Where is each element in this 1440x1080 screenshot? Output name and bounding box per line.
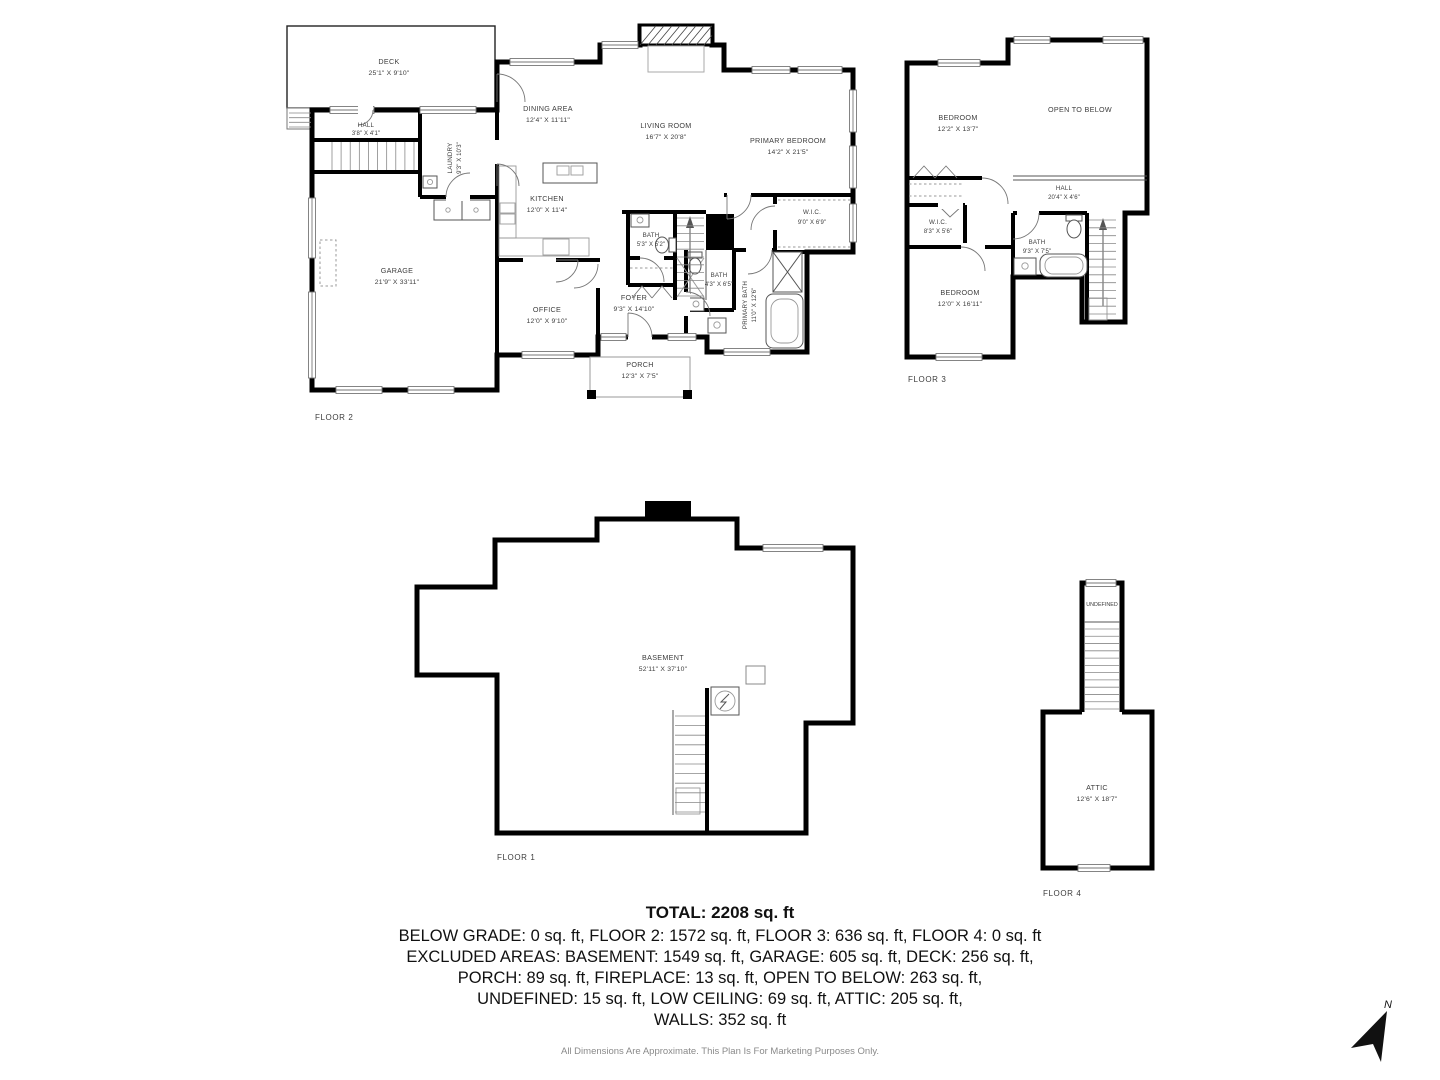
living-dims: 16'7" X 20'8" [645,134,687,141]
summary-line: PORCH: 89 sq. ft, FIREPLACE: 13 sq. ft, OPEN TO BELOW: 263 sq. ft, [457,969,983,987]
dining-dims: 12'4" X 11'11" [526,117,570,124]
bath-b-label: BATH [710,272,728,279]
floor2-label: FLOOR 2 [315,413,354,422]
summary-line: UNDEFINED: 15 sq. ft, LOW CEILING: 69 sq. ft, ATTIC: 205 sq. ft, [477,990,963,1008]
bath-a-dims: 5'3" X 5'2" [636,242,666,248]
bath3-dims: 9'3" X 7'5" [1022,249,1052,255]
hall-label: HALL [357,122,375,129]
summary-line: WALLS: 352 sq. ft [653,1011,787,1029]
hall3-label: HALL [1055,185,1073,192]
deck-label: DECK [378,57,400,66]
north-arrow-icon [1351,999,1392,1062]
summary-line: EXCLUDED AREAS: BASEMENT: 1549 sq. ft, GARAGE: 605 sq. ft, DECK: 256 sq. ft, [406,948,1034,966]
bath3-fixtures [1014,215,1087,277]
foyer-label: FOYER [620,293,648,302]
attic-label: ATTIC [1086,783,1108,792]
electrical-panel-icon [711,666,765,715]
stair-landing [676,788,700,814]
basement-dims: 52'11" X 37'10" [638,666,688,673]
garage-label: GARAGE [380,266,414,275]
laundry-label: LAUNDRY [447,142,454,174]
living-label: LIVING ROOM [640,121,692,130]
hall-dims: 3'8" X 4'1" [351,131,381,137]
hall3-dims: 20'4" X 4'6" [1048,195,1080,201]
open-to-below-label: OPEN TO BELOW [1048,105,1112,114]
floor3-exterior-walls [907,40,1147,357]
basement-fireplace [645,501,691,520]
disclaimer-text: All Dimensions Are Approximate. This Plan Is For Marketing Purposes Only. [560,1046,880,1057]
foyer-dims: 9'3" X 14'10" [613,306,655,313]
laundry-dims: 9'3" X 10'3" [457,142,463,174]
wic-label: W.I.C. [802,209,822,216]
floor3-label: FLOOR 3 [908,375,947,384]
floor3-stairs-arrow [1089,218,1107,320]
primary-bath-label-group [742,281,758,329]
floor3-closet-rods [909,184,962,196]
windows [309,37,1144,872]
basement-label: BASEMENT [642,653,684,662]
bedroom-back-label: BEDROOM [940,288,980,297]
area-summary [399,903,1042,1057]
primary-bath-label: PRIMARY BATH [742,280,749,330]
bedroom-front-label: BEDROOM [938,113,978,122]
garage-dims: 21'9" X 33'11" [374,279,420,286]
dining-label: DINING AREA [523,104,573,113]
bath-a-label: BATH [642,232,660,239]
bath3-label: BATH [1028,239,1046,246]
office-dims: 12'0" X 9'10" [526,318,568,325]
floor1-label: FLOOR 1 [497,853,536,862]
primary-bath-dims: 11'0" X 12'6" [752,287,758,323]
fireplace [640,25,712,72]
floor4-label: FLOOR 4 [1043,889,1082,898]
kitchen-label: KITCHEN [530,194,564,203]
garage-utility [320,240,336,286]
stair-treads [289,113,1119,812]
floor4-plan [1043,583,1152,868]
north-label: N [1384,999,1392,1011]
floor1-exterior-walls [417,519,853,833]
porch-label: PORCH [626,360,654,369]
floor2-plan [287,25,853,399]
total-area-text: TOTAL: 2208 sq. ft [645,903,795,922]
attic-dims: 12'6" X 18'7" [1076,796,1118,803]
porch-dims: 12'3" X 7'5" [621,373,659,380]
wic3-dims: 8'3" X 5'6" [923,229,953,235]
open-to-below-railing [1013,176,1147,180]
summary-line: BELOW GRADE: 0 sq. ft, FLOOR 2: 1572 sq. ft, FLOOR 3: 636 sq. ft, FLOOR 4: 0 sq. ft [398,927,1042,945]
bedroom-back-dims: 12'0" X 16'11" [937,301,983,308]
wic3-label: W.I.C. [928,219,948,226]
floor3-plan [907,40,1147,357]
bath-b-dims: 4'3" X 6'5" [704,282,734,288]
primary-bedroom-dims: 14'2" X 21'5" [767,149,809,156]
office-label: OFFICE [532,305,562,314]
undefined-label: UNDEFINED [1086,602,1118,608]
chimney-chase [706,214,734,250]
bedroom-front-dims: 12'2" X 13'7" [937,126,979,133]
wic-dims: 9'0" X 6'9" [797,220,827,226]
laundry-label-group [447,142,463,174]
primary-bedroom-label: PRIMARY BEDROOM [749,136,827,145]
deck-dims: 25'1" X 9'10" [368,70,410,77]
kitchen-dims: 12'0" X 11'4" [526,207,568,214]
